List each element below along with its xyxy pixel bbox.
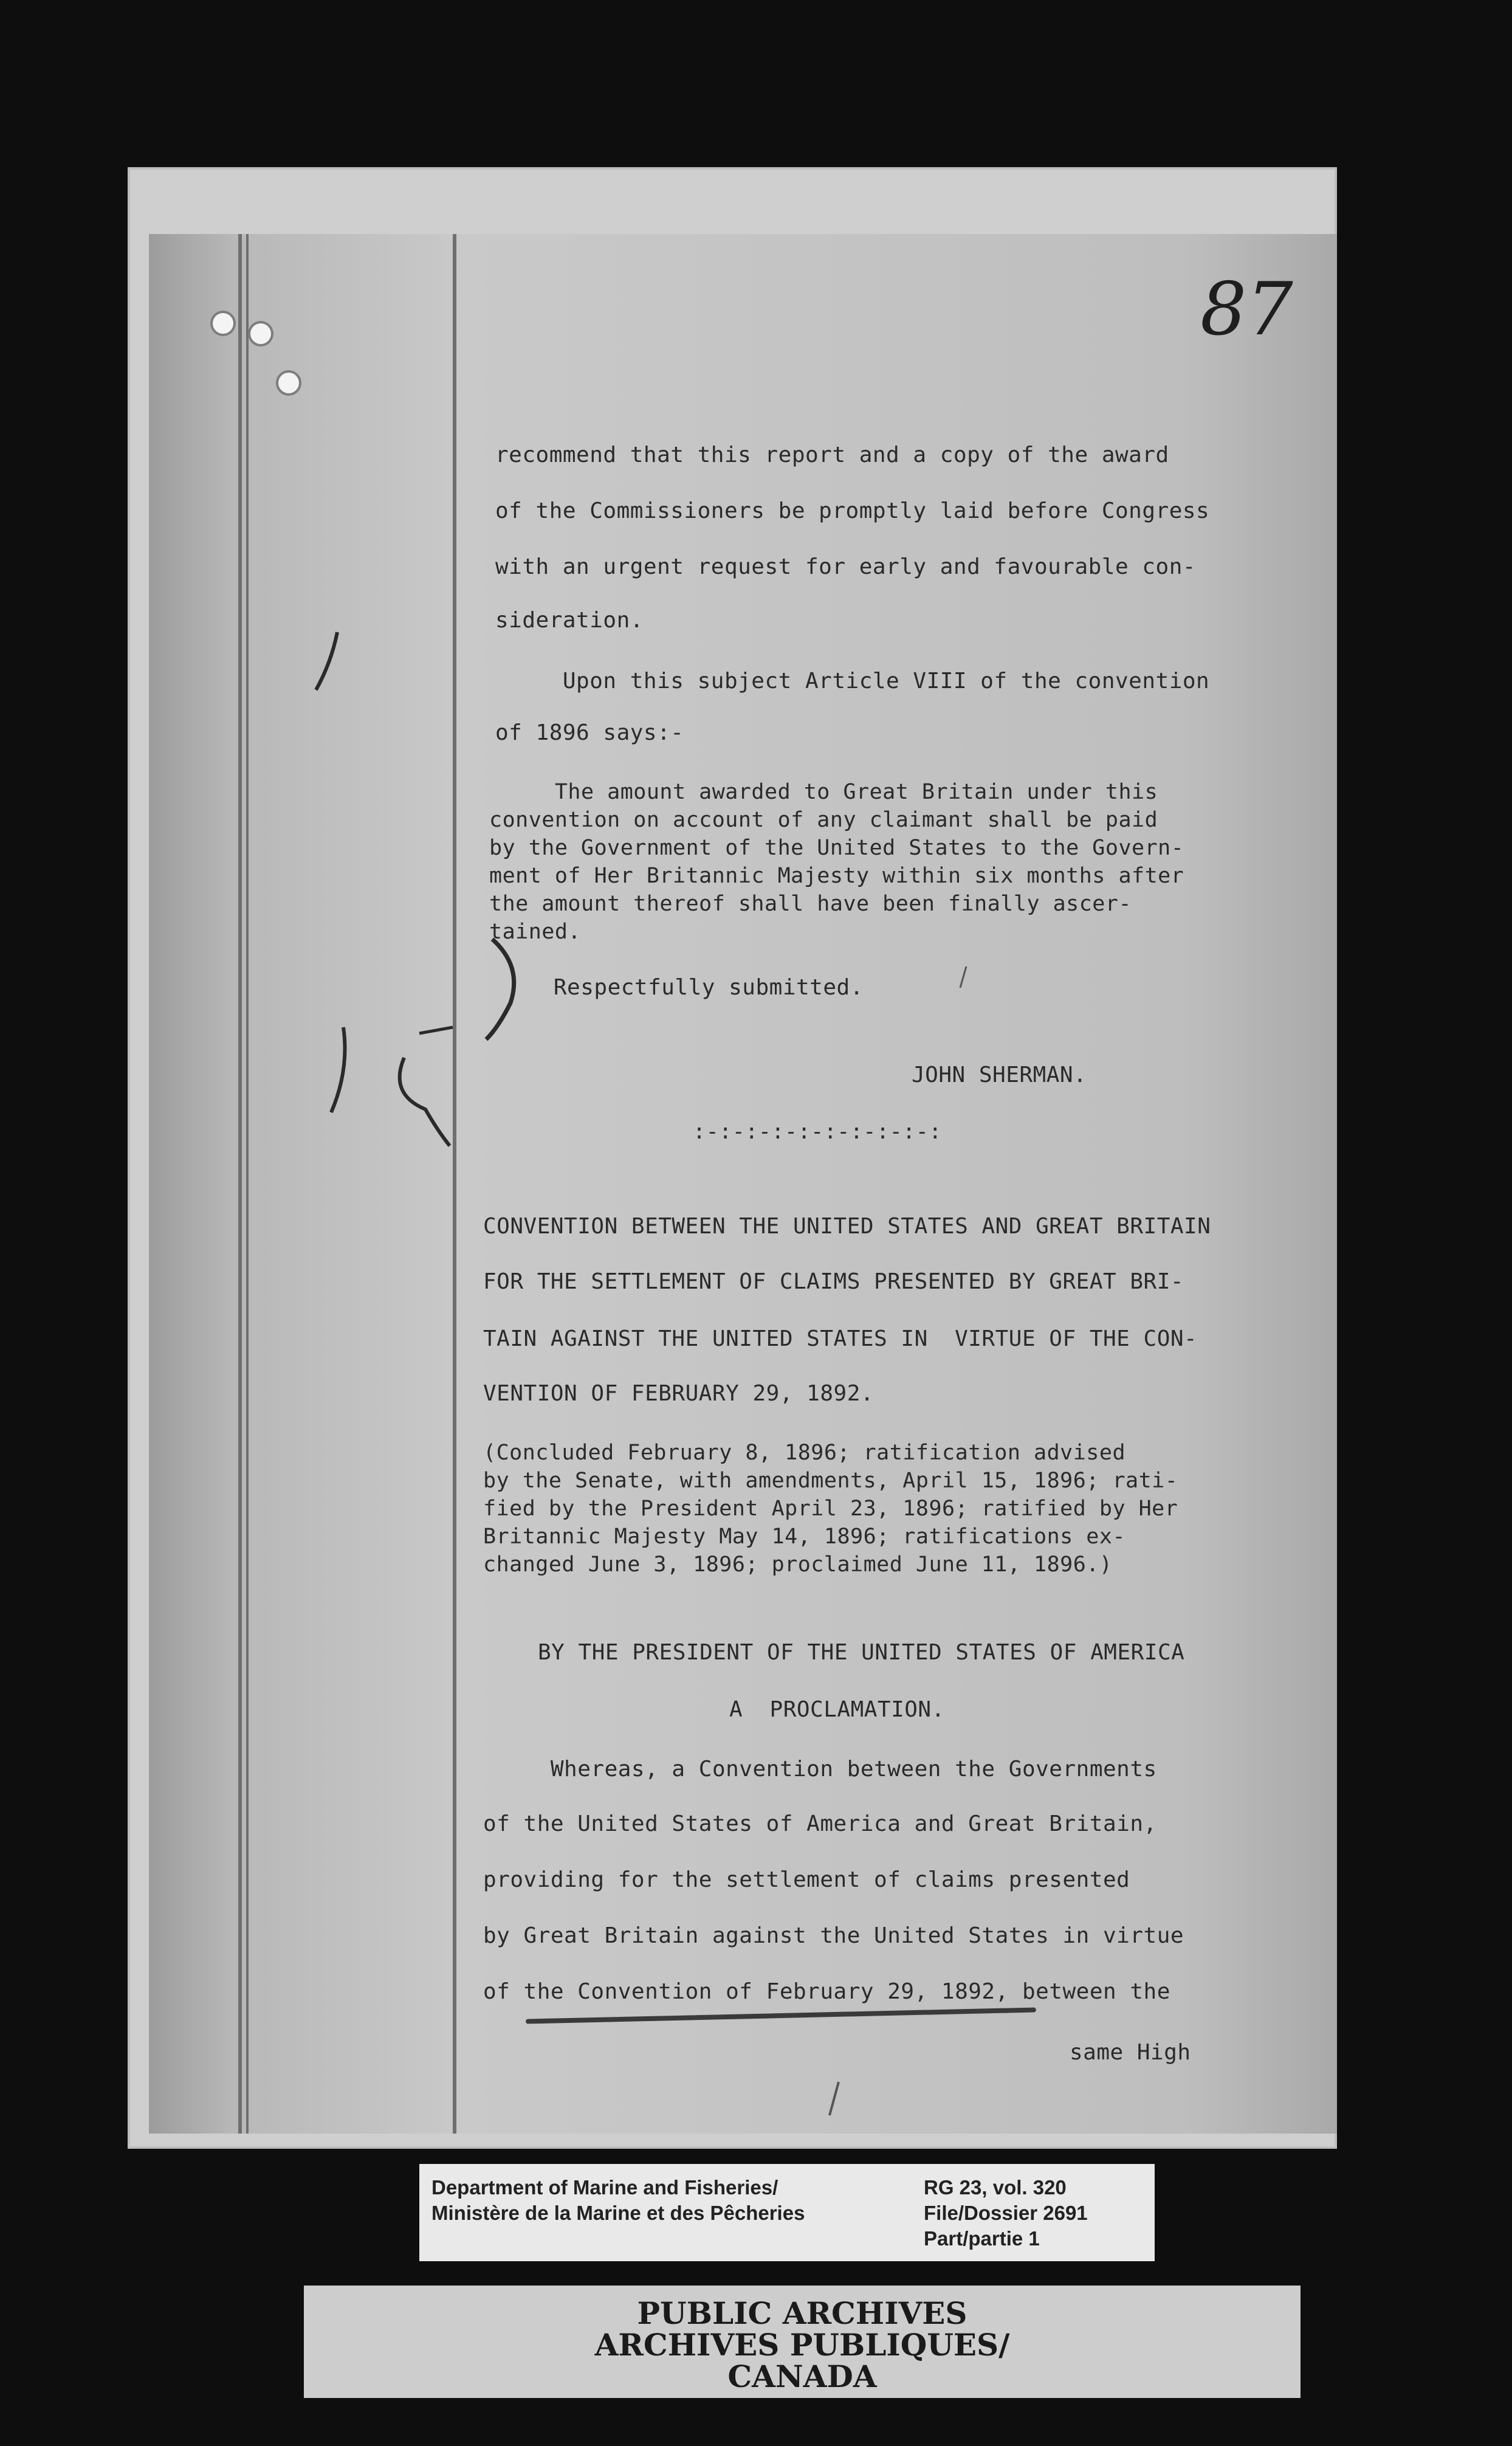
department-fr: Ministère de la Marine et des Pêcheries [431, 2202, 805, 2224]
paragraph-line: Upon this subject Article VIII of the convention [495, 669, 1210, 694]
archive-reference-label [419, 2164, 1155, 2261]
whereas-line: providing for the settlement of claims presented [483, 1867, 1130, 1892]
page-number: 87 [1200, 267, 1293, 352]
stamp-line: ARCHIVES PUBLIQUES/ [594, 2327, 1010, 2363]
convention-title-line: VENTION OF FEBRUARY 29, 1892. [483, 1381, 875, 1406]
whereas-line: of the Convention of February 29, 1892, between the [483, 1979, 1170, 2004]
separator: :-:-:-:-:-:-:-:-:-: [693, 1120, 942, 1144]
closing: Respectfully submitted. [486, 975, 864, 1000]
quote-line: the amount thereof shall have been finally ascer- [489, 892, 1132, 916]
whereas-line: by Great Britain against the United States in virtue [483, 1923, 1184, 1948]
quote-line: by the Government of the United States to the Govern- [489, 836, 1184, 860]
quote-line: tained. [489, 920, 582, 944]
department-en: Department of Marine and Fisheries/ [431, 2176, 778, 2199]
paragraph-line: recommend that this report and a copy of the award [495, 443, 1169, 467]
archive-stamp [304, 2286, 1301, 2398]
convention-title-line: FOR THE SETTLEMENT OF CLAIMS PRESENTED BY GREAT BRI- [483, 1269, 1184, 1294]
paragraph-line: of 1896 says:- [495, 720, 684, 745]
concluded-line: Britannic Majesty May 14, 1896; ratifications ex- [483, 1524, 1126, 1549]
paragraph-line: of the Commissioners be promptly laid before Congress [495, 498, 1210, 523]
whereas-line: of the United States of America and Great Britain, [483, 1811, 1157, 1836]
record-group: RG 23, vol. 320 [924, 2176, 1067, 2199]
convention-title-line: TAIN AGAINST THE UNITED STATES IN VIRTUE OF THE CON- [483, 1326, 1198, 1351]
quote-line: ment of Her Britannic Majesty within six months after [489, 864, 1184, 888]
whereas-line: Whereas, a Convention between the Governments [483, 1757, 1157, 1782]
concluded-line: by the Senate, with amendments, April 15, 1896; rati- [483, 1469, 1178, 1493]
part-number: Part/partie 1 [924, 2227, 1040, 2250]
signature: JOHN SHERMAN. [912, 1063, 1087, 1087]
paragraph-line: with an urgent request for early and favourable con- [495, 554, 1197, 579]
proclamation-heading: BY THE PRESIDENT OF THE UNITED STATES OF AMERICA [538, 1640, 1185, 1665]
paragraph-line: sideration. [495, 608, 644, 633]
stamp-line: PUBLIC ARCHIVES [637, 2295, 967, 2331]
proclamation-title: A PROCLAMATION. [729, 1697, 945, 1722]
concluded-line: fied by the President April 23, 1896; ratified by Her [483, 1497, 1178, 1521]
continuation-line: same High [1070, 2040, 1191, 2065]
concluded-line: changed June 3, 1896; proclaimed June 11, 1896.) [483, 1552, 1113, 1577]
convention-title-line: CONVENTION BETWEEN THE UNITED STATES AND GREAT BRITAIN [483, 1214, 1211, 1239]
quote-line: convention on account of any claimant shall be paid [489, 808, 1158, 832]
concluded-line: (Concluded February 8, 1896; ratification advised [483, 1441, 1126, 1465]
quote-line: The amount awarded to Great Britain under this [489, 780, 1158, 804]
file-number: File/Dossier 2691 [924, 2202, 1088, 2224]
stamp-line: CANADA [727, 2358, 877, 2394]
